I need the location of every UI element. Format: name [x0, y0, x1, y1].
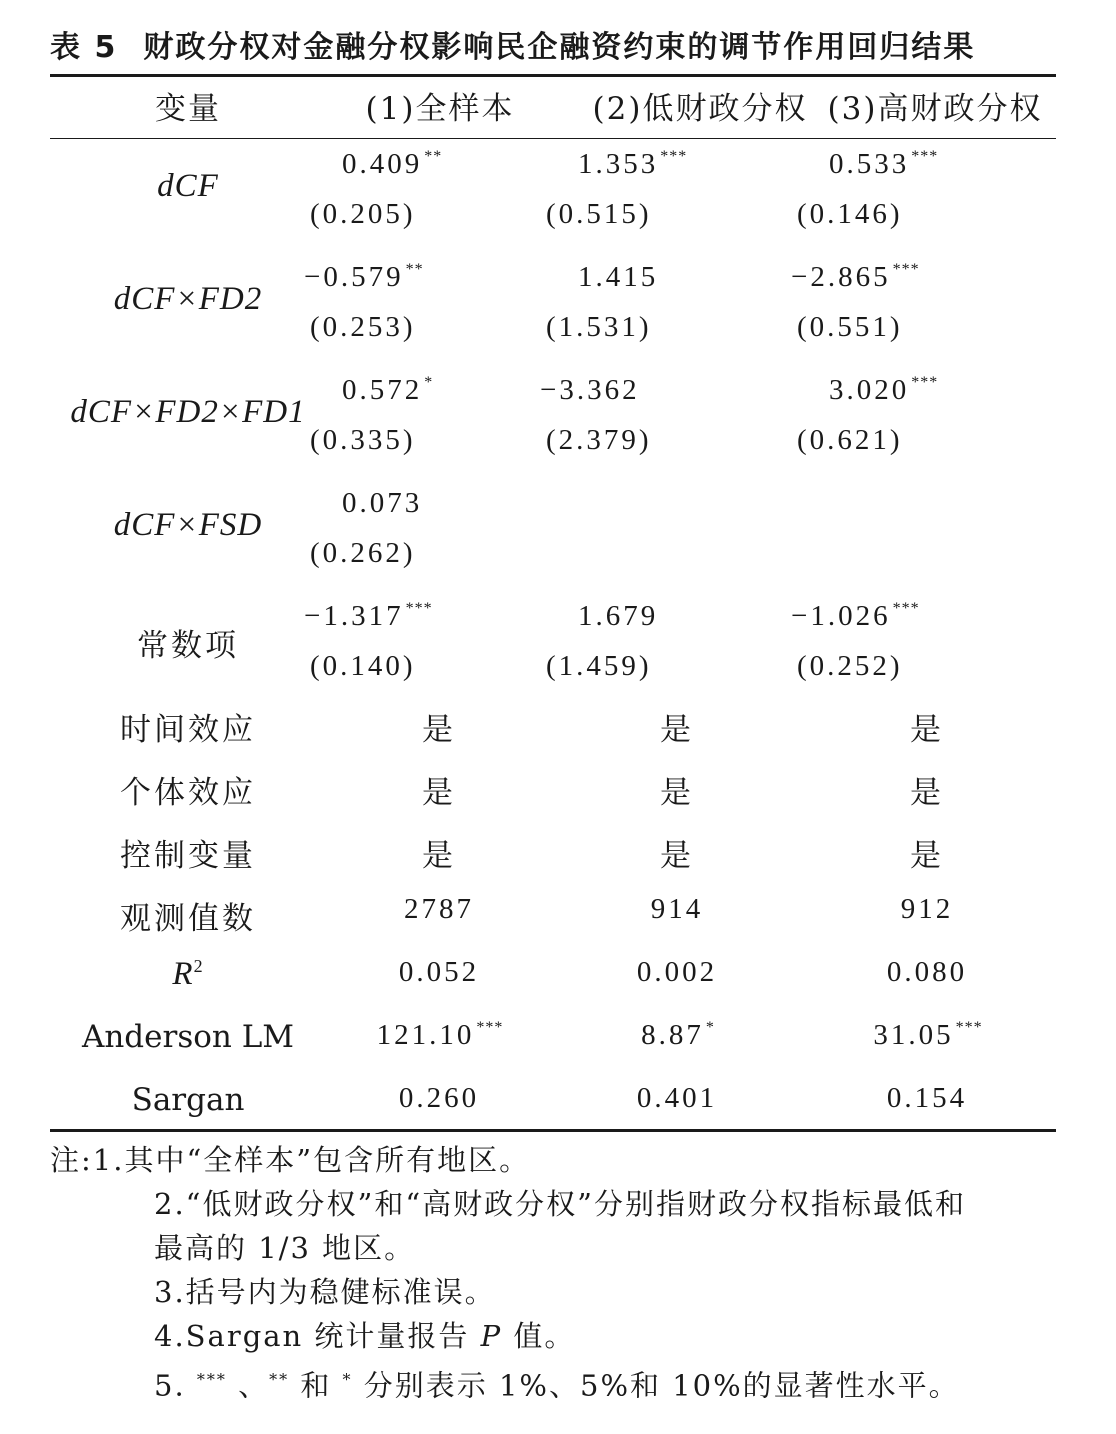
coef-number: 1.679	[578, 600, 659, 632]
coef-value	[791, 600, 920, 633]
row-label-text: 时间效应	[120, 712, 256, 748]
coef-number: 0.073	[342, 487, 423, 519]
row-label	[50, 893, 326, 938]
stat-row	[50, 1082, 1056, 1132]
note-3-text: 3.括号内为稳健标准误。	[154, 1275, 496, 1309]
note-5-sig2: **	[269, 1370, 290, 1389]
note-1-text: 1.其中“全样本”包含所有地区。	[92, 1143, 531, 1177]
coef-number: 0.533	[829, 148, 910, 180]
significance-stars: ***	[476, 1019, 504, 1036]
row-label: dCF×FD2	[113, 281, 263, 317]
coef-row	[50, 487, 1056, 595]
stat-value	[578, 956, 778, 989]
stat-row	[50, 956, 1056, 1006]
stat-number: 31.05	[873, 1019, 954, 1051]
stat-value	[578, 767, 778, 812]
note-5-text-a: 5.	[154, 1368, 197, 1403]
coef-number: 3.020	[829, 374, 910, 406]
note-4	[50, 1314, 1080, 1358]
standard-error: (2.379)	[546, 424, 652, 456]
header-high-fiscal: (3)高财政分权	[827, 91, 1043, 127]
header-full-sample: (1)全样本	[365, 91, 515, 127]
stat-number: 是	[910, 838, 944, 873]
significance-stars: ***	[955, 1019, 983, 1036]
coef-value	[578, 600, 660, 633]
coef-value	[342, 148, 442, 181]
standard-error: (0.262)	[310, 537, 416, 569]
coef-value	[578, 487, 580, 520]
row-label	[50, 704, 326, 749]
row-label	[50, 1082, 326, 1118]
significance-stars: **	[405, 261, 424, 278]
stat-value	[828, 893, 1028, 926]
stat-value	[340, 704, 540, 749]
standard-error: (0.335)	[310, 424, 416, 456]
standard-error: (1.459)	[546, 650, 652, 682]
stat-value	[828, 704, 1028, 749]
note-4-text-a: 4.Sargan 统计量报告	[154, 1319, 481, 1353]
stat-row	[50, 767, 1056, 817]
bottom-rule	[50, 1129, 1056, 1132]
coef-row	[50, 148, 1056, 256]
note-4-text-b: 值。	[502, 1319, 576, 1353]
row-label-text: 观测值数	[120, 901, 256, 937]
stat-value	[828, 767, 1028, 812]
coef-number: −1.026	[791, 600, 891, 632]
stat-value	[828, 1019, 1028, 1052]
coef-number: −3.362	[540, 374, 640, 406]
note-2-cont	[50, 1226, 1080, 1270]
note-prefix: 注:	[50, 1143, 93, 1177]
row-label-text: R	[172, 956, 194, 992]
coef-value	[304, 600, 433, 633]
stat-number: 是	[422, 838, 456, 873]
stat-value	[578, 893, 778, 926]
stat-value	[340, 1019, 540, 1052]
coef-value	[540, 374, 642, 407]
significance-stars: *	[424, 374, 434, 391]
coef-value	[578, 148, 687, 181]
coef-number: 0.409	[342, 148, 423, 180]
table-caption	[50, 22, 1056, 66]
stat-number: 是	[660, 775, 694, 810]
stat-value	[340, 1082, 540, 1115]
stat-value	[828, 1082, 1028, 1115]
row-label	[50, 830, 326, 875]
coef-value	[304, 261, 424, 294]
coef-number: −0.579	[304, 261, 404, 293]
stat-number: 2787	[404, 893, 474, 925]
row-label: dCF	[157, 168, 219, 204]
standard-error: (0.551)	[797, 311, 903, 343]
row-label: dCF×FD2×FD1	[70, 394, 306, 430]
stat-number: 是	[422, 712, 456, 747]
row-label-superscript: 2	[193, 956, 204, 976]
note-2	[50, 1182, 1080, 1226]
coef-value	[342, 487, 424, 520]
stat-number: 0.080	[886, 956, 968, 988]
row-label-text: 控制变量	[120, 838, 256, 874]
stat-row	[50, 830, 1056, 880]
note-2-text-b: 最高的 1/3 地区。	[154, 1231, 416, 1265]
row-label	[50, 767, 326, 812]
coef-value	[578, 261, 660, 294]
coef-number: 0.572	[342, 374, 423, 406]
stat-value	[340, 767, 540, 812]
top-rule	[50, 74, 1056, 77]
note-5	[50, 1358, 1080, 1408]
significance-stars: **	[424, 148, 443, 165]
note-5-text-b: 分别表示 1%、5%和 10%的显著性水平。	[352, 1368, 960, 1403]
table-title: 财政分权对金融分权影响民企融资约束的调节作用回归结果	[143, 30, 976, 65]
row-label-text: Sargan	[131, 1082, 245, 1118]
stat-value	[578, 1019, 778, 1052]
stat-value	[578, 830, 778, 875]
standard-error: (0.515)	[546, 198, 652, 230]
coef-value	[342, 374, 433, 407]
stat-value	[340, 956, 540, 989]
stat-value	[578, 704, 778, 749]
stat-value	[828, 956, 1028, 989]
stat-number: 是	[660, 838, 694, 873]
note-2-text-a: 2.“低财政分权”和“高财政分权”分别指财政分权指标最低和	[154, 1187, 966, 1221]
standard-error: (0.146)	[797, 198, 903, 230]
standard-error: (0.253)	[310, 311, 416, 343]
row-label: 常数项	[137, 628, 239, 664]
coef-number: −2.865	[791, 261, 891, 293]
standard-error: (0.205)	[310, 198, 416, 230]
standard-error: (0.252)	[797, 650, 903, 682]
stat-number: 0.154	[886, 1082, 968, 1114]
coef-number: −1.317	[304, 600, 404, 632]
row-label-text: Anderson LM	[81, 1019, 295, 1055]
coef-value	[791, 261, 920, 294]
coef-value	[829, 374, 938, 407]
stat-row	[50, 1019, 1056, 1069]
header-low-fiscal: (2)低财政分权	[592, 91, 808, 127]
significance-stars: ***	[892, 600, 920, 617]
coef-row	[50, 600, 1056, 708]
stat-number: 121.10	[376, 1019, 475, 1051]
table-number: 表 5	[50, 30, 118, 65]
note-5-sig1: *	[342, 1370, 353, 1389]
note-5-sep2: 和	[289, 1368, 343, 1403]
coef-value	[829, 487, 831, 520]
stat-row	[50, 893, 1056, 943]
row-label	[50, 1019, 326, 1055]
coef-row	[50, 261, 1056, 369]
stat-number: 912	[900, 893, 954, 925]
stat-value	[340, 830, 540, 875]
stat-number: 是	[910, 775, 944, 810]
stat-value	[828, 830, 1028, 875]
coef-row	[50, 374, 1056, 482]
significance-stars: *	[705, 1019, 715, 1036]
stat-number: 是	[660, 712, 694, 747]
standard-error: (1.531)	[546, 311, 652, 343]
stat-value	[578, 1082, 778, 1115]
coef-number: 1.415	[578, 261, 659, 293]
stat-number: 0.052	[398, 956, 480, 988]
stat-row	[50, 704, 1056, 754]
stat-number: 0.401	[636, 1082, 718, 1114]
header-rule	[50, 138, 1056, 139]
stat-value	[340, 893, 540, 926]
significance-stars: ***	[892, 261, 920, 278]
stat-number: 0.260	[398, 1082, 480, 1114]
coef-number: 1.353	[578, 148, 659, 180]
note-5-sep1: 、	[226, 1368, 270, 1403]
note-3	[50, 1270, 1080, 1314]
stat-number: 914	[650, 893, 704, 925]
stat-number: 是	[422, 775, 456, 810]
row-label: dCF×FSD	[113, 507, 263, 543]
row-label-text: 个体效应	[120, 775, 256, 811]
stat-number: 0.002	[636, 956, 718, 988]
stat-number: 是	[910, 712, 944, 747]
significance-stars: ***	[405, 600, 433, 617]
note-5-sig3: ***	[196, 1370, 227, 1389]
standard-error: (0.621)	[797, 424, 903, 456]
note-4-p: P	[480, 1319, 503, 1353]
standard-error: (0.140)	[310, 650, 416, 682]
significance-stars: ***	[911, 148, 939, 165]
table-notes	[50, 1138, 1080, 1408]
stat-number: 8.87	[641, 1019, 704, 1051]
header-variable: 变量	[155, 91, 221, 127]
note-1	[50, 1138, 1080, 1182]
row-label	[50, 956, 326, 993]
significance-stars: ***	[911, 374, 939, 391]
significance-stars: ***	[660, 148, 688, 165]
coef-value	[829, 148, 938, 181]
